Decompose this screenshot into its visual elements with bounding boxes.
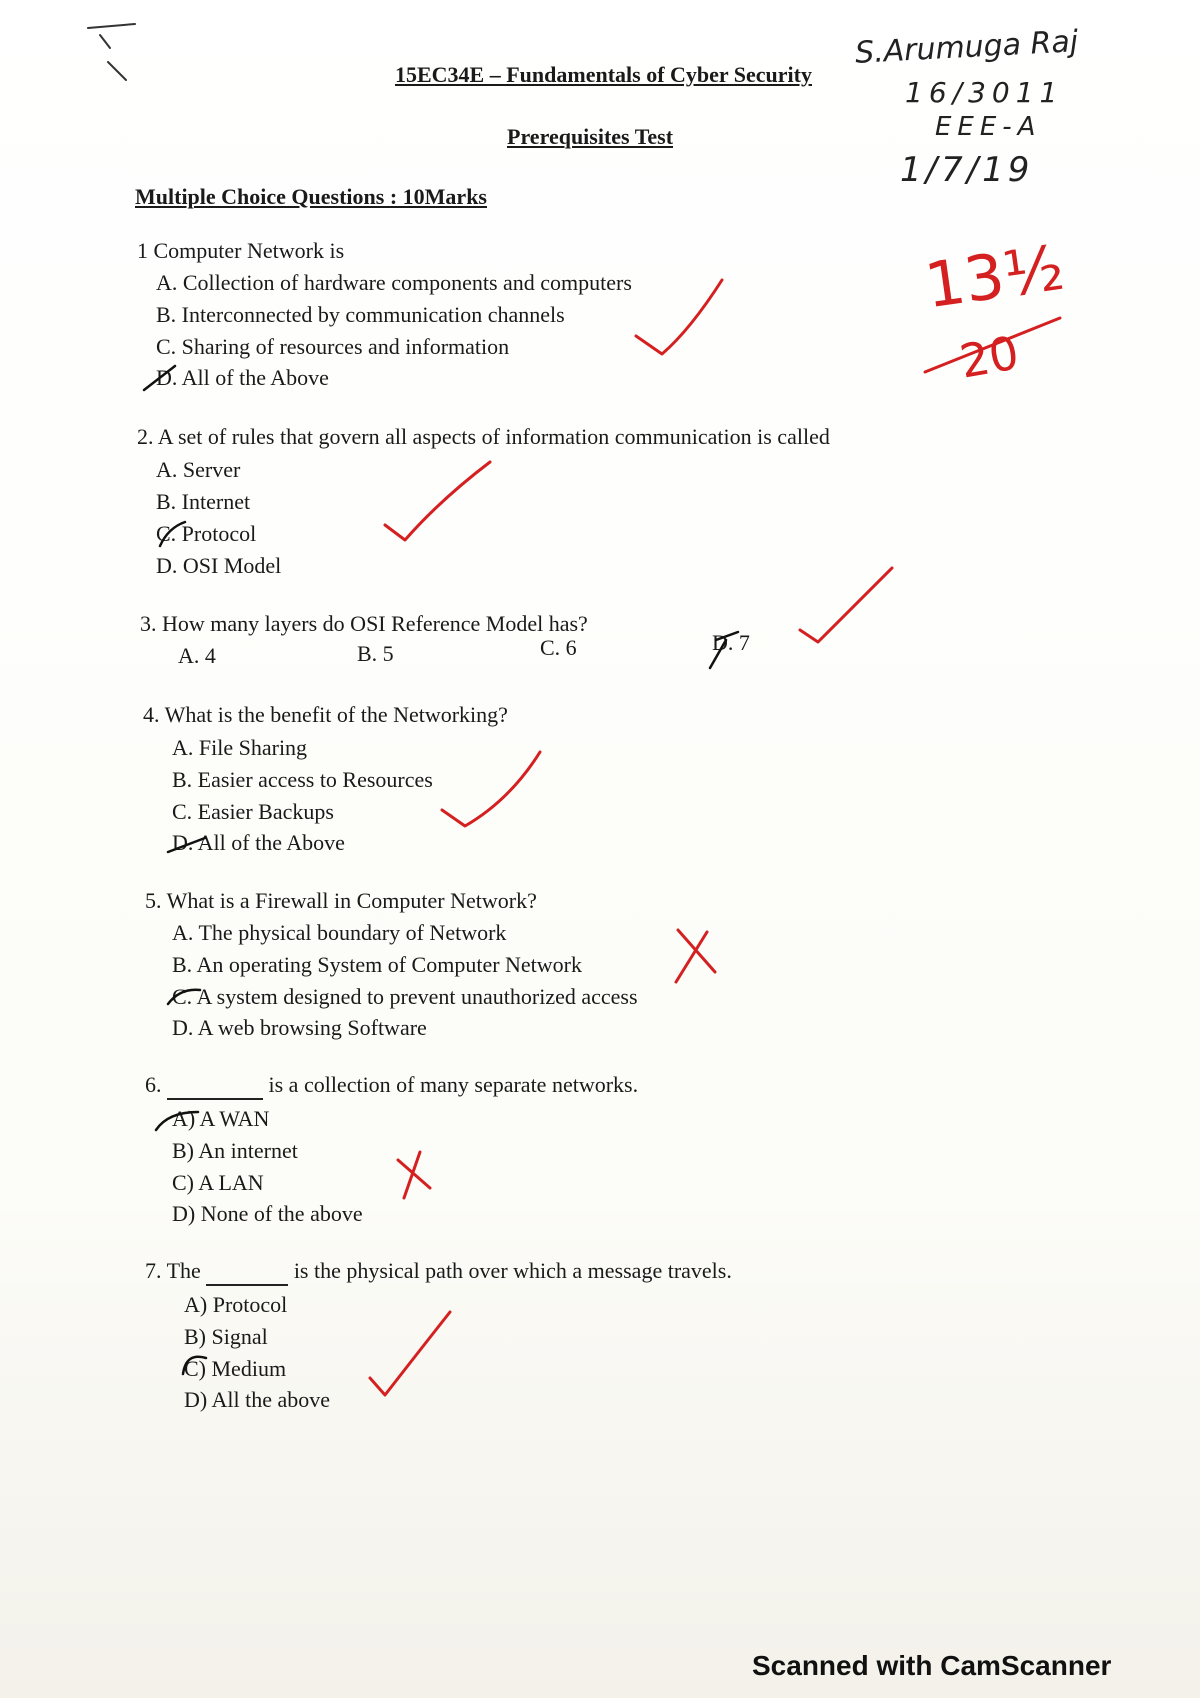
answer-selection-mark bbox=[710, 632, 738, 668]
tick-icon bbox=[370, 1312, 450, 1395]
question-text: 1 Computer Network is bbox=[137, 238, 345, 263]
tick-icon bbox=[800, 568, 892, 642]
student-class: EEE-A bbox=[935, 112, 1042, 142]
question-text: 4. What is the benefit of the Networking? bbox=[143, 702, 508, 727]
option-b: B. Interconnected by communication channels bbox=[156, 302, 565, 327]
test-date: 1/7/19 bbox=[900, 150, 1034, 190]
option-d: D. OSI Model bbox=[156, 553, 282, 578]
answer-selection-mark bbox=[144, 366, 175, 390]
option-b: B. 5 bbox=[357, 641, 394, 666]
option-c: C. Sharing of resources and information bbox=[156, 334, 510, 359]
option-a: A. 4 bbox=[178, 643, 216, 668]
course-title: 15EC34E – Fundamentals of Cyber Security bbox=[395, 62, 812, 87]
option-c: C) A LAN bbox=[172, 1170, 264, 1195]
option-b: B. Easier access to Resources bbox=[172, 767, 433, 792]
option-a: A. Server bbox=[156, 457, 241, 482]
score-denominator: 20 bbox=[955, 325, 1023, 389]
score-numerator: 13½ bbox=[920, 230, 1069, 323]
section-heading: Multiple Choice Questions : 10Marks bbox=[135, 184, 487, 209]
option-c: C. 6 bbox=[540, 635, 577, 660]
answer-selection-mark bbox=[156, 1112, 198, 1130]
option-d: D) All the above bbox=[184, 1387, 331, 1412]
option-d: D. All of the Above bbox=[156, 365, 329, 390]
option-d: D. All of the Above bbox=[172, 830, 345, 855]
option-a: A) A WAN bbox=[172, 1106, 270, 1131]
question-number: 6. bbox=[145, 1072, 162, 1097]
option-d: D) None of the above bbox=[172, 1201, 363, 1226]
option-a: A) Protocol bbox=[184, 1292, 288, 1317]
test-title: Prerequisites Test bbox=[507, 124, 674, 149]
answer-selection-mark bbox=[183, 1357, 206, 1374]
option-c: C. Easier Backups bbox=[172, 799, 334, 824]
answer-selection-mark bbox=[168, 838, 205, 852]
option-c: C. Protocol bbox=[156, 521, 257, 546]
option-c: C. A system designed to prevent unauthorized access bbox=[172, 984, 638, 1009]
cross-icon bbox=[398, 1152, 430, 1198]
staple-mark bbox=[88, 24, 135, 80]
option-d: D. 7 bbox=[712, 630, 750, 655]
question-number: 7. The bbox=[145, 1258, 201, 1283]
answer-selection-mark bbox=[168, 990, 200, 1004]
question-text: 5. What is a Firewall in Computer Network? bbox=[145, 888, 537, 913]
cross-icon bbox=[676, 930, 715, 982]
option-b: B) An internet bbox=[172, 1138, 298, 1163]
option-a: A. File Sharing bbox=[172, 735, 308, 760]
option-b: B) Signal bbox=[184, 1324, 268, 1349]
question-text: 2. A set of rules that govern all aspects of information communication is called bbox=[137, 424, 830, 449]
tick-icon bbox=[442, 752, 540, 826]
option-b: B. Internet bbox=[156, 489, 251, 514]
option-b: B. An operating System of Computer Network bbox=[172, 952, 583, 977]
answer-selection-mark bbox=[160, 522, 185, 546]
score-divider-line bbox=[925, 318, 1060, 372]
tick-icon bbox=[636, 280, 722, 354]
question-body: is a collection of many separate networks. bbox=[268, 1072, 639, 1097]
question-text: 3. How many layers do OSI Reference Model has? bbox=[140, 611, 588, 636]
option-a: A. Collection of hardware components and computers bbox=[156, 270, 632, 295]
student-name: S.Arumuga Raj bbox=[854, 24, 1079, 71]
scanner-footer: Scanned with CamScanner bbox=[752, 1650, 1112, 1681]
tick-icon bbox=[385, 462, 490, 540]
option-a: A. The physical boundary of Network bbox=[172, 920, 507, 945]
student-roll: 16/3011 bbox=[905, 76, 1064, 109]
question-body: is the physical path over which a message travels. bbox=[293, 1258, 732, 1283]
option-c: C) Medium bbox=[184, 1356, 287, 1381]
option-d: D. A web browsing Software bbox=[172, 1015, 427, 1040]
